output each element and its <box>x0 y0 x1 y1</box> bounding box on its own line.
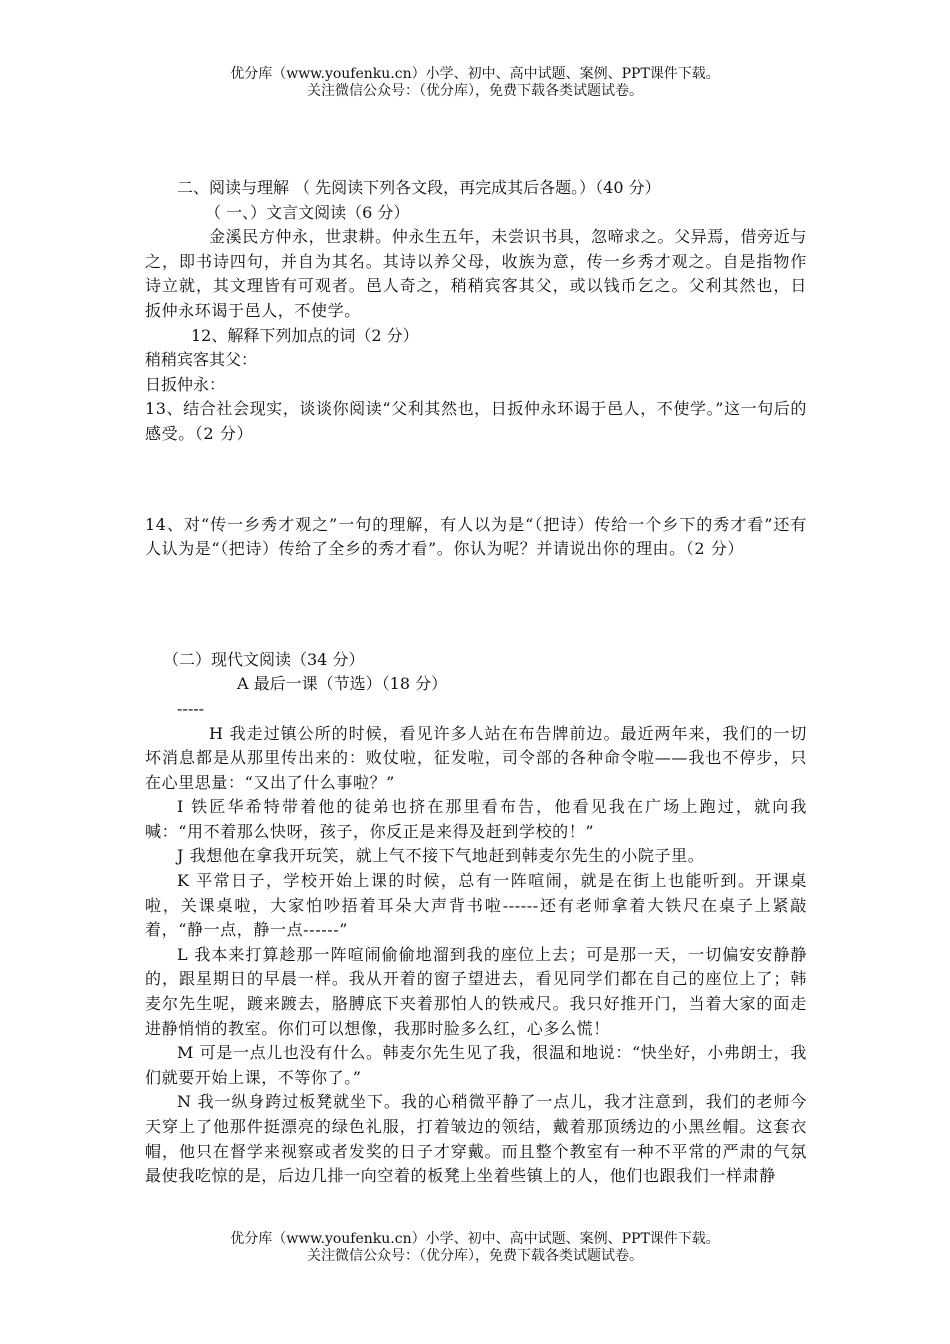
classical-passage <box>145 225 807 323</box>
page-header <box>0 66 950 100</box>
paragraph-m: M 可是一点儿也没有什么。韩麦尔先生见了我，很温和地说：“快坐好，小弗朗士，我们就要开始上课，不等你了。” <box>145 1043 807 1087</box>
paragraph-l: L 我本来打算趁那一阵喧闹偷偷地溜到我的座位上去；可是那一天，一切偏安安静静的，跟星期日的早晨一样。我从开着的窗子望进去，看见同学们都在自己的座位上了；韩麦尔先生呢，踱来踱去，胳膊底下夹着那怕人的铁戒尺。我只好推开门，当着大家的面走进静悄悄的教室。你们可以想像，我那时脸多么红，心多么慌！ <box>145 944 807 1038</box>
question-13-text: 13、结合社会现实，谈谈你阅读“父利其然也，日扳仲永环谒于邑人，不使学。”这一句后的感受。（2 分） <box>145 399 807 443</box>
header-line-2: 关注微信公众号：（优分库），免费下载各类试题试卷。 <box>307 83 643 99</box>
document-body <box>145 176 807 1189</box>
question-13 <box>145 397 807 446</box>
paragraph-j: J 我想他在拿我开玩笑，就上气不接下气地赶到韩麦尔先生的小院子里。 <box>177 846 705 866</box>
question-12-item-2: 日扳仲永： <box>145 374 226 394</box>
classical-reading-title: （ 一、）文言文阅读（6 分） <box>205 202 410 222</box>
paragraph-i: I 铁匠华希特带着他的徒弟也挤在那里看布告，他看见我在广场上跑过，就向我喊：“用不着那么快呀，孩子，你反正是来得及赶到学校的！” <box>145 797 807 841</box>
answer-space-14 <box>145 562 807 648</box>
footer-line-1: 优分库（www.youfenku.cn）小学、初中、高中试题、案例、PPT课件下载。 <box>230 1231 720 1247</box>
section-title: 二、阅读与理解 （ 先阅读下列各文段，再完成其后各题。）（40 分） <box>177 178 661 197</box>
header-line-1: 优分库（www.youfenku.cn）小学、初中、高中试题、案例、PPT课件下载。 <box>230 66 720 82</box>
footer-line-2: 关注微信公众号：（优分库），免费下载各类试题试卷。 <box>307 1248 643 1264</box>
question-14 <box>145 513 807 562</box>
classical-passage-text: 金溪民方仲永，世隶耕。仲永生五年，未尝识书具，忽啼求之。父异焉，借旁近与之，即书诗四句，并自为其名。其诗以养父母，收族为意，传一乡秀才观之。自是指物作诗立就，其文理皆有可观者。邑人奇之，稍稍宾客其父，或以钱币乞之。父利其然也，日扳仲永环谒于邑人，不使学。 <box>145 227 807 320</box>
passage-a-title: A 最后一课（节选）（18 分） <box>237 674 448 694</box>
paragraph-n: N 我一纵身跨过板凳就坐下。我的心稍微平静了一点儿，我才注意到，我们的老师今天穿上了他那件挺漂亮的绿色礼服，打着皱边的领结，戴着那顶绣边的小黑丝帽。这套衣帽，他只在督学来视察或者发奖的日子才穿戴。而且整个教室有一种不平常的严肃的气氛最使我吃惊的是，后边几排一向空着的板凳上坐着些镇上的人，他们也跟我们一样肃静 <box>145 1092 807 1186</box>
modern-reading-title: （二）现代文阅读（34 分） <box>163 649 365 669</box>
question-12-item-1: 稍稍宾客其父： <box>145 350 258 370</box>
question-14-text: 14、对“传一乡秀才观之”一句的理解，有人以为是“（把诗）传给一个乡下的秀才看”还有人认为是“（把诗）传给了全乡的秀才看”。你认为呢？并请说出你的理由。（2 分） <box>145 514 807 559</box>
paragraph-k: K 平常日子，学校开始上课的时候，总有一阵喧闹，就是在街上也能听到。开课桌啦，关课桌啦，大家怕吵捂着耳朵大声背书啦------还有老师拿着大铁尺在桌子上紧敲着，“静一点，静一点------” <box>145 871 807 940</box>
paragraph-h: H 我走过镇公所的时候，看见许多人站在布告牌前边。最近两年来，我们的一切坏消息都是从那里传出来的：败仗啦，征发啦，司令部的各种命令啦——我也不停步，只在心里思量：“又出了什么事啦？” <box>145 723 807 792</box>
passage-a-body <box>145 722 807 1189</box>
page-footer <box>0 1231 950 1265</box>
question-12-title: 12、解释下列加点的词（2 分） <box>191 325 419 345</box>
answer-space-13 <box>145 447 807 513</box>
passage-ellipsis: ----- <box>177 698 205 718</box>
